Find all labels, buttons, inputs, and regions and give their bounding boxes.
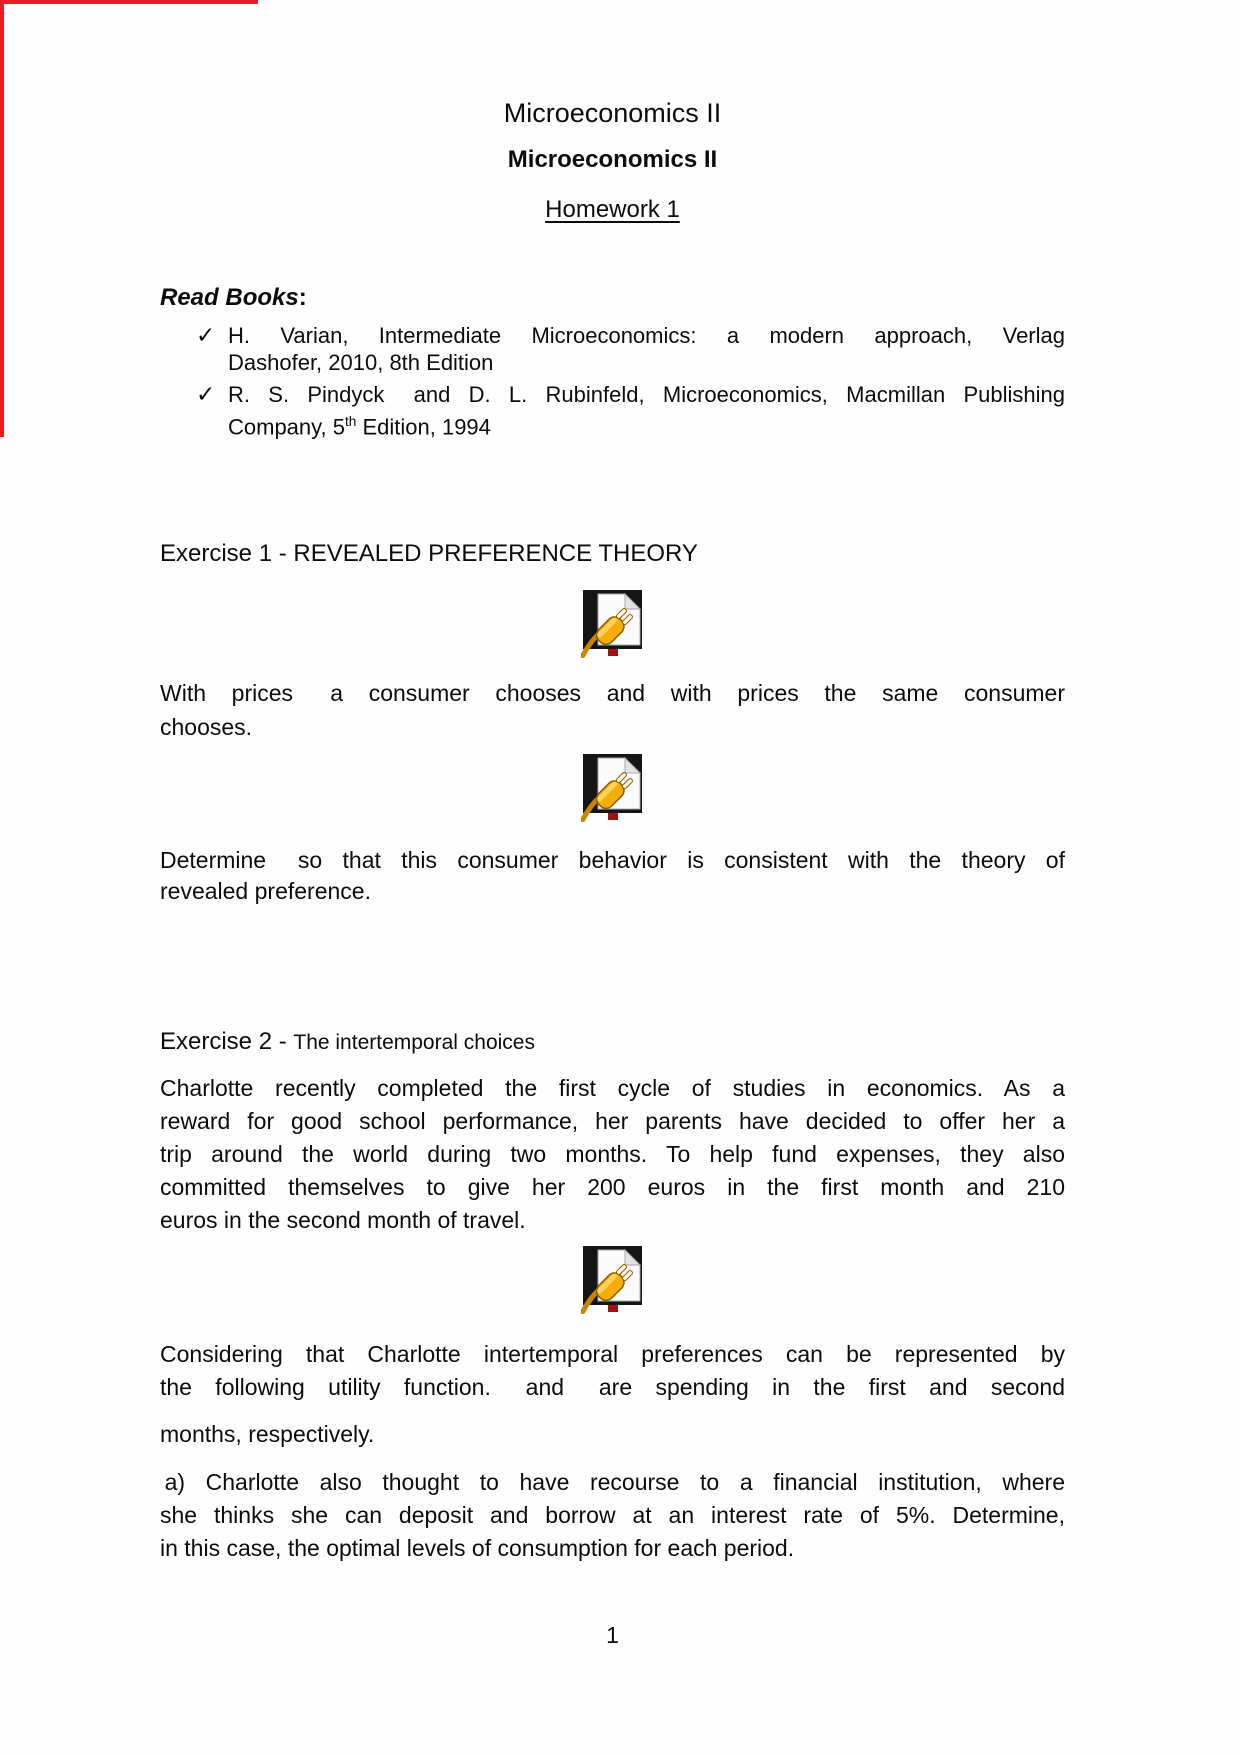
paragraph-line: reward for good school performance, her parents have decided to offer her a [160,1108,1065,1134]
read-books-colon: : [298,284,307,311]
paragraph-line: a) Charlotte also thought to have recourse to a financial institution, where [160,1469,1065,1495]
homework-subtitle-row [160,196,1065,224]
exercise2-paragraph2 [160,1338,1065,1404]
exercise1-paragraph2 [160,845,1065,907]
embedded-object-row [160,752,1065,822]
book-reference-line: Company, 5th Edition, 1994 [228,414,491,440]
paragraph-line: Charlotte recently completed the first cycle of studies in economics. As a [160,1075,1065,1101]
paragraph-line: Determine so that this consumer behavior is consistent with the theory of [160,847,1065,873]
document-title-bold: Microeconomics II [507,146,718,173]
exercise1-paragraph1 [160,676,1065,744]
read-books-heading [160,284,1065,312]
list-item [160,322,1065,376]
exercise2-paragraph3 [160,1466,1065,1565]
paragraph-line: With prices a consumer chooses and with prices the same consumer [160,680,1065,706]
book-reference-line: Dashofer, 2010, 8th Edition [228,350,494,375]
paragraph-line: euros in the second month of travel. [160,1207,526,1233]
exercise2-heading-sub: The intertemporal choices [293,1031,535,1054]
paragraph-line: revealed preference. [160,878,371,904]
paragraph-line: committed themselves to give her 200 euros in the first month and 210 [160,1174,1065,1200]
document-title: Microeconomics II [503,98,722,128]
embedded-object-row [160,1244,1065,1314]
exercise2-paragraph2-continuation: months, respectively. [160,1421,375,1447]
red-margin-annotation-horizontal [0,0,258,4]
ole-broken-object-icon [581,588,645,658]
paragraph-line: she thinks she can deposit and borrow at an interest rate of 5%. Determine, [160,1502,1065,1528]
page-number: 1 [606,1622,619,1648]
read-books-heading-text: Read Books [160,284,299,311]
exercise2-heading-main: Exercise 2 - [160,1028,294,1055]
paragraph-line: Considering that Charlotte intertemporal preferences can be represented by [160,1341,1065,1367]
ordinal-superscript: th [344,414,357,429]
book-reference-line: H. Varian, Intermediate Microeconomics: a modern approach, Verlag [228,323,1065,348]
read-books-list [160,322,1065,445]
paragraph-line: trip around the world during two months. To help fund expenses, they also [160,1141,1065,1167]
red-margin-annotation-vertical [0,0,4,437]
paragraph-line: in this case, the optimal levels of consumption for each period. [160,1535,795,1561]
paragraph-line: the following utility function. and are spending in the first and second [160,1374,1065,1400]
embedded-object-row [160,588,1065,658]
list-item [160,381,1065,440]
paragraph-line: chooses. [160,714,253,740]
exercise2-heading [160,1028,1065,1056]
exercise1-heading: Exercise 1 - REVEALED PREFERENCE THEORY [160,540,698,567]
ole-broken-object-icon [581,752,645,822]
exercise2-paragraph1 [160,1072,1065,1237]
checkmark-icon: ✓ [196,381,216,407]
checkmark-icon: ✓ [196,322,216,348]
book-reference-line: R. S. Pindyck and D. L. Rubinfeld, Microeconomics, Macmillan Publishing [228,382,1065,407]
homework-subtitle: Homework 1 [545,196,680,223]
ole-broken-object-icon [581,1244,645,1314]
